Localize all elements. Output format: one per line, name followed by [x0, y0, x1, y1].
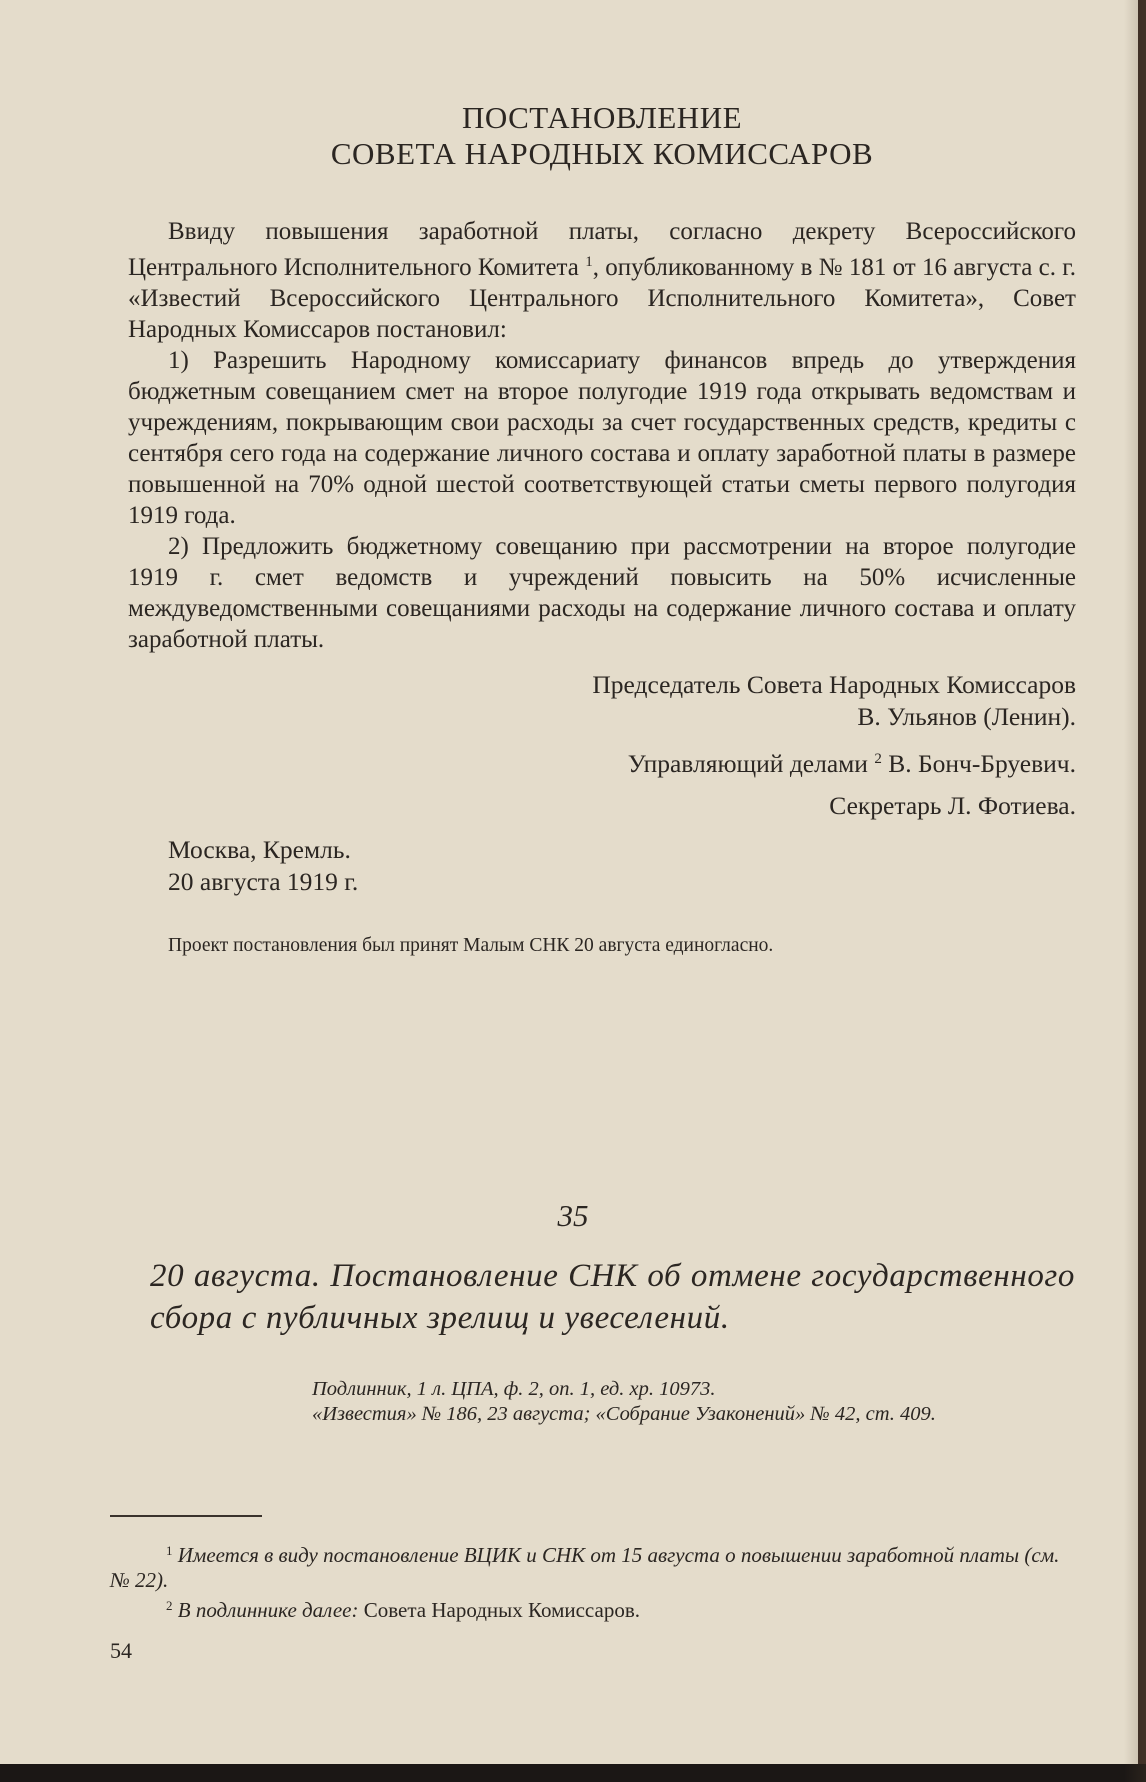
page-number: 54 — [110, 1638, 132, 1663]
title-line-1: ПОСТАНОВЛЕНИЕ — [461, 100, 743, 135]
secretary-signature: Секретарь Л. Фотиева. — [829, 791, 1076, 820]
item-2-paragraph: 2) Предложить бюджетному совещанию при рассмотрении на второе полугодие 1919 г. смет ведомств и учреждений повысить на 50% исчисленные междуведомственными совещаниями расходы на содержание личного состава и оплату заработной платы. — [128, 533, 1076, 653]
intro-paragraph — [128, 216, 1076, 345]
resolution — [128, 100, 1076, 958]
item-1-paragraph: 1) Разрешить Народному комиссариату финансов впредь до утверждения бюджетным совещанием смет на второе полугодие 1919 года открывать ведомствам и учреждениям, покрывающим свои расходы за счет государственных средств, кредиты с сентября сего года на содержание личного состава и оплату заработной платы в размере повышенной на 70% одной шестой соответствующей статьи сметы первого полугодия 1919 года. — [128, 347, 1076, 529]
footnote-2-plain: Совета Народных Комиссаров. — [358, 1598, 640, 1622]
footnote-1-mark: 1 — [166, 1543, 173, 1558]
chair-title: Председатель Совета Народных Комиссаров — [592, 670, 1076, 699]
manager-name: В. Бонч-Бруевич. — [881, 749, 1076, 778]
page-bottom-edge — [0, 1764, 1146, 1782]
manager-title: Управляющий делами — [627, 749, 868, 778]
place-date-line: 20 августа 1919 г. — [168, 867, 359, 896]
chair-signature — [128, 669, 1076, 733]
footnote-1 — [110, 1538, 1072, 1593]
footnotes — [110, 1538, 1072, 1623]
manager-signature — [128, 743, 1076, 780]
footnote-1-text: Имеется в виду постановление ВЦИК и СНК от 15 августа о повышении заработной платы (см. № 22). — [110, 1543, 1060, 1592]
place-city: Москва, Кремль. — [168, 835, 351, 864]
document-heading: 20 августа. Постановление СНК об отмене государственного сбора с публичных зрелищ и увеселений. — [150, 1258, 1075, 1336]
footnote-divider — [110, 1515, 262, 1517]
archival-sources — [260, 1377, 1072, 1427]
footnote-2-mark: 2 — [166, 1598, 173, 1613]
intro-text-b: , опубликованному в № 181 от 16 августа с. г. «Известий Всероссийского Центрального Исполнительного Комитета», Совет Народных Комиссаров постановил: — [128, 254, 1076, 343]
place-date — [168, 834, 1076, 898]
resolution-body — [128, 216, 1076, 655]
page-edge — [1138, 0, 1146, 1782]
resolution-title — [128, 100, 1076, 172]
footnote-2-italic: В подлиннике далее: — [177, 1598, 359, 1622]
intro-text-a: Ввиду повышения заработной платы, согласно декрету Всероссийского Центрального Исполнительного Комитета — [128, 218, 1076, 281]
footnote-2 — [110, 1593, 1072, 1623]
document-number: 35 — [557, 1198, 589, 1233]
footnote-ref-2: 2 — [874, 751, 882, 767]
title-line-2: СОВЕТА НАРОДНЫХ КОМИССАРОВ — [330, 136, 874, 171]
source-line-1: Подлинник, 1 л. ЦПА, ф. 2, оп. 1, ед. хр. 10973. — [312, 1378, 716, 1400]
adoption-note: Проект постановления был принят Малым СНК 20 августа единогласно. — [168, 935, 774, 956]
footnote-ref-1: 1 — [585, 254, 593, 270]
chair-name: В. Ульянов (Ленин). — [857, 702, 1076, 731]
source-line-2: «Известия» № 186, 23 августа; «Собрание Узаконений» № 42, ст. 409. — [312, 1403, 936, 1425]
